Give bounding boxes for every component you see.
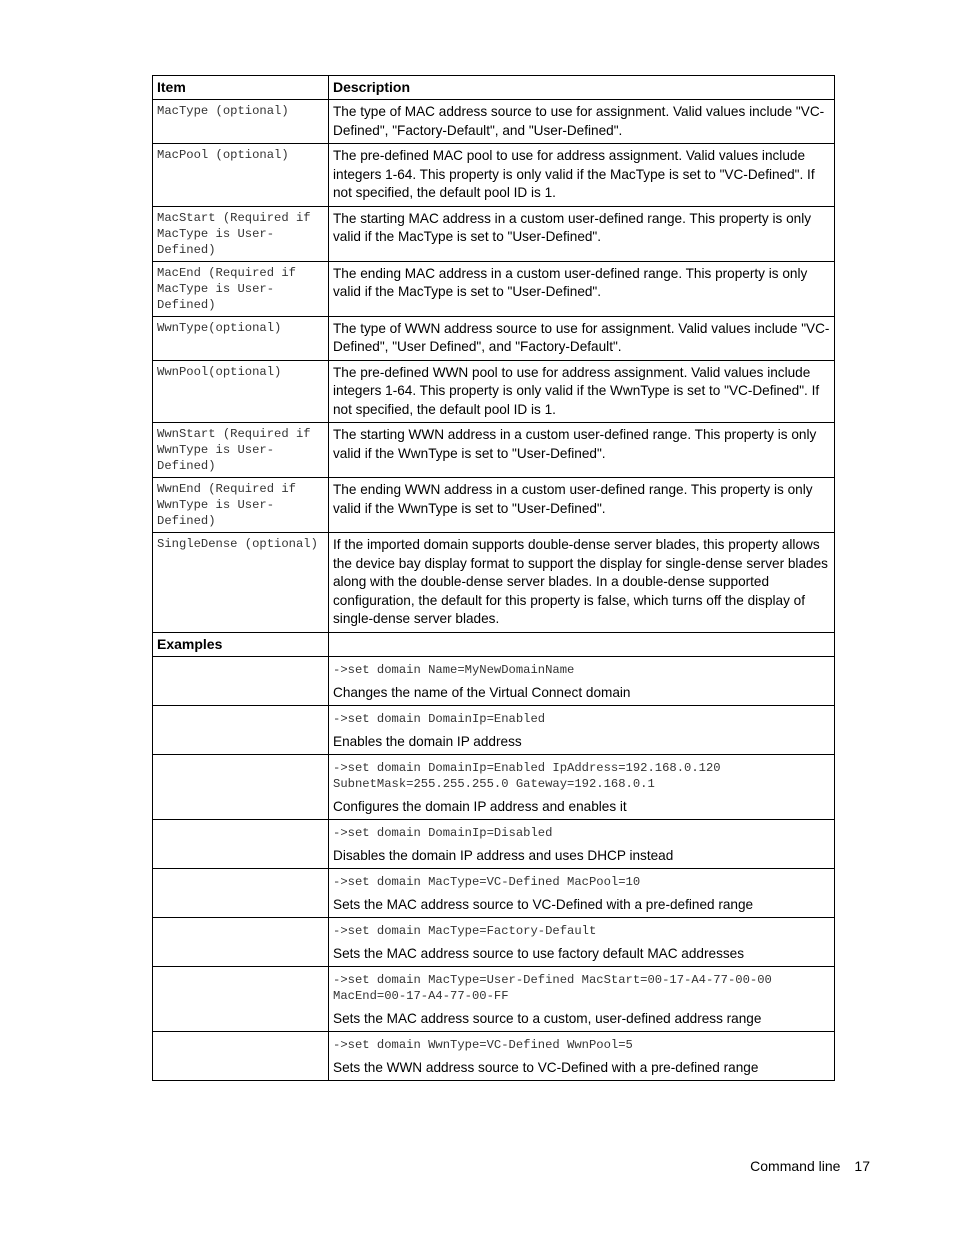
example-row <box>153 656 835 705</box>
item-name: WwnEnd (Required if WwnType is User-Defined) <box>157 482 304 528</box>
table-row <box>153 316 835 360</box>
description-column-header: Description <box>329 76 835 100</box>
example-row <box>153 705 835 754</box>
table-row <box>153 206 835 261</box>
item-name: WwnPool(optional) <box>157 364 282 379</box>
examples-header-empty <box>329 632 835 656</box>
example-cell <box>329 868 835 917</box>
item-name: SingleDense (optional) <box>157 537 318 551</box>
item-description: The pre-defined WWN pool to use for address assignment. Valid values include integers 1-64. This property is only valid if the WwnType is set to "VC-Defined". If not specified, the default pool ID is 1. <box>329 360 835 423</box>
example-cell <box>329 705 835 754</box>
table-row <box>153 144 835 207</box>
item-cell <box>153 316 329 360</box>
table-row <box>153 261 835 316</box>
example-description: Sets the MAC address source to VC-Defined with a pre-defined range <box>333 896 754 912</box>
item-description: The ending MAC address in a custom user-defined range. This property is only valid if the MacType is set to "User-Defined". <box>329 261 835 316</box>
item-name: MacType (optional) <box>157 104 289 118</box>
item-column-header: Item <box>153 76 329 100</box>
example-description: Enables the domain IP address <box>333 733 522 749</box>
example-empty-cell <box>153 754 329 819</box>
item-cell <box>153 423 329 478</box>
example-row <box>153 1031 835 1080</box>
example-command: ->set domain MacType=VC-Defined MacPool=10 <box>333 874 641 889</box>
item-cell <box>153 360 329 423</box>
parameters-table <box>152 75 835 1081</box>
item-name: MacStart (Required if MacType is User-Defined) <box>157 210 318 257</box>
item-name: MacEnd (Required if MacType is User-Defined) <box>157 265 304 312</box>
example-cell <box>329 966 835 1031</box>
table-row <box>153 533 835 633</box>
item-cell <box>153 261 329 316</box>
example-empty-cell <box>153 656 329 705</box>
item-description: The type of WWN address source to use for assignment. Valid values include "VC-Defined", "User Defined", and "Factory-Default". <box>329 316 835 360</box>
table-row <box>153 360 835 423</box>
example-empty-cell <box>153 966 329 1031</box>
table-row <box>153 423 835 478</box>
example-empty-cell <box>153 819 329 868</box>
example-description: Changes the name of the Virtual Connect domain <box>333 684 631 700</box>
example-empty-cell <box>153 917 329 966</box>
example-command: ->set domain Name=MyNewDomainName <box>333 662 575 677</box>
page-number: 17 <box>854 1158 870 1174</box>
page-footer <box>750 1158 870 1174</box>
item-cell <box>153 206 329 261</box>
example-cell <box>329 1031 835 1080</box>
item-description: The type of MAC address source to use for assignment. Valid values include "VC-Defined", "Factory-Default", and "User-Defined". <box>329 100 835 144</box>
example-row <box>153 966 835 1031</box>
example-cell <box>329 656 835 705</box>
example-description: Configures the domain IP address and enables it <box>333 798 627 814</box>
item-cell <box>153 533 329 633</box>
example-command: ->set domain DomainIp=Enabled IpAddress=192.168.0.120 SubnetMask=255.255.255.0 Gateway=192.168.0.1 <box>333 760 728 791</box>
example-row <box>153 754 835 819</box>
example-description: Disables the domain IP address and uses DHCP instead <box>333 847 674 863</box>
example-command: ->set domain MacType=Factory-Default <box>333 923 597 938</box>
item-description: The starting WWN address in a custom user-defined range. This property is only valid if the WwnType is set to "User-Defined". <box>329 423 835 478</box>
examples-label: Examples <box>153 632 329 656</box>
item-name: MacPool (optional) <box>157 148 289 162</box>
example-empty-cell <box>153 705 329 754</box>
example-empty-cell <box>153 1031 329 1080</box>
example-row <box>153 917 835 966</box>
item-cell <box>153 478 329 533</box>
footer-section-title: Command line <box>750 1158 841 1174</box>
example-empty-cell <box>153 868 329 917</box>
example-command: ->set domain DomainIp=Disabled <box>333 825 553 840</box>
example-cell <box>329 819 835 868</box>
table-row <box>153 100 835 144</box>
item-description: The starting MAC address in a custom user-defined range. This property is only valid if the MacType is set to "User-Defined". <box>329 206 835 261</box>
item-cell <box>153 100 329 144</box>
example-description: Sets the MAC address source to a custom, user-defined address range <box>333 1010 762 1026</box>
table-header-row <box>153 76 835 100</box>
item-description: If the imported domain supports double-dense server blades, this property allows the device bay display format to support the display for single-dense server blades along with the double-dense server blades. In a double-dense supported configuration, the default for this property is false, which turns off the display of single-dense server blades. <box>329 533 835 633</box>
examples-header-row <box>153 632 835 656</box>
example-command: ->set domain MacType=User-Defined MacStart=00-17-A4-77-00-00 MacEnd=00-17-A4-77-00-FF <box>333 972 780 1003</box>
item-cell <box>153 144 329 207</box>
example-description: Sets the WWN address source to VC-Defined with a pre-defined range <box>333 1059 759 1075</box>
item-description: The ending WWN address in a custom user-defined range. This property is only valid if the WwnType is set to "User-Defined". <box>329 478 835 533</box>
item-description: The pre-defined MAC pool to use for address assignment. Valid values include integers 1-64. This property is only valid if the MacType is set to "VC-Defined". If not specified, the default pool ID is 1. <box>329 144 835 207</box>
example-command: ->set domain WwnType=VC-Defined WwnPool=5 <box>333 1037 633 1052</box>
example-row <box>153 868 835 917</box>
item-name: WwnStart (Required if WwnType is User-Defined) <box>157 427 318 473</box>
table-row <box>153 478 835 533</box>
example-row <box>153 819 835 868</box>
example-cell <box>329 754 835 819</box>
example-description: Sets the MAC address source to use factory default MAC addresses <box>333 945 745 961</box>
item-name: WwnType(optional) <box>157 320 282 335</box>
example-cell <box>329 917 835 966</box>
example-command: ->set domain DomainIp=Enabled <box>333 711 546 726</box>
